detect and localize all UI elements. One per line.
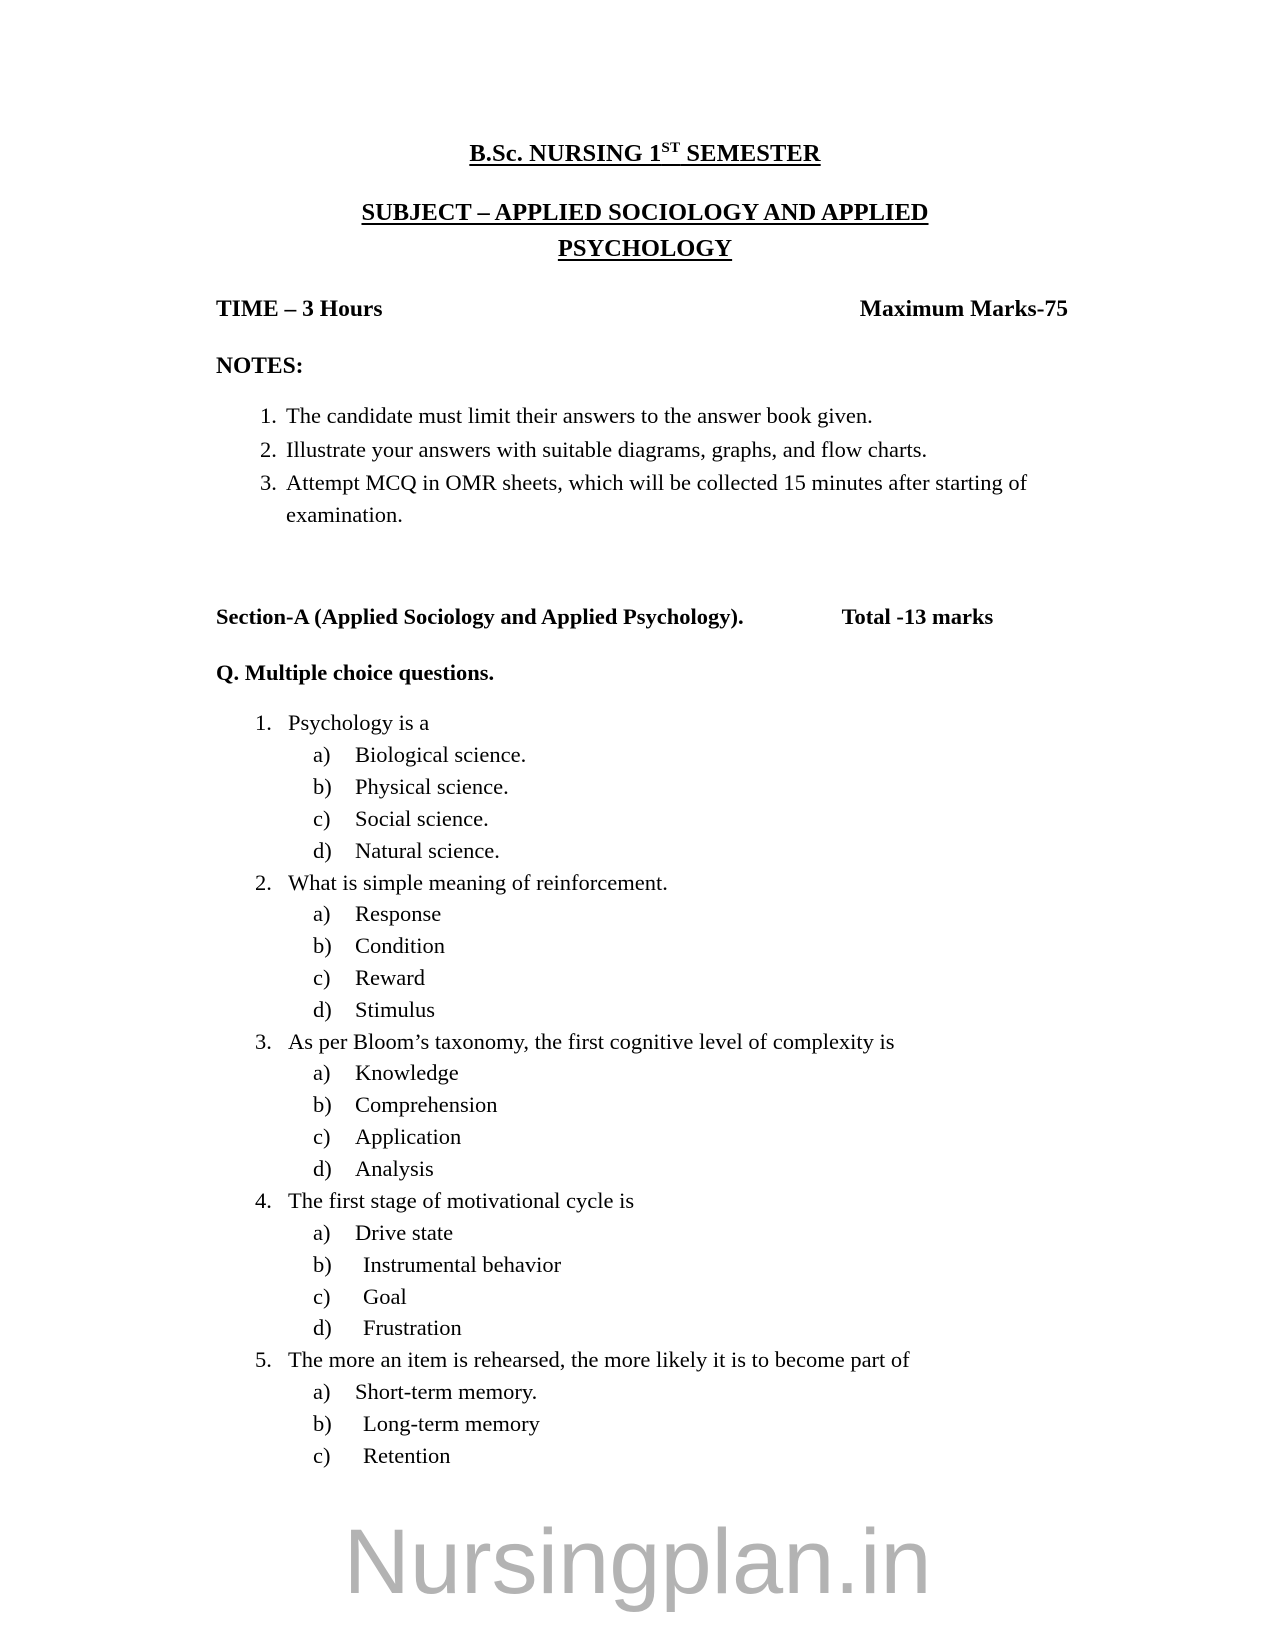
option-item	[288, 835, 1074, 867]
subject-line-1: SUBJECT – APPLIED SOCIOLOGY AND APPLIED	[361, 199, 929, 227]
option-text: Drive state	[355, 1219, 454, 1245]
question-item	[216, 1344, 1074, 1471]
option-text: Stimulus	[355, 996, 436, 1022]
option-list	[288, 739, 1074, 867]
option-marker: d)	[313, 837, 332, 863]
question-marker: 5.	[255, 1347, 272, 1373]
option-marker: b)	[313, 1251, 332, 1277]
option-text: Analysis	[355, 1156, 434, 1182]
option-marker: c)	[313, 805, 331, 831]
question-item	[216, 707, 1074, 866]
time-label: TIME – 3 Hours	[216, 296, 383, 323]
option-item	[288, 803, 1074, 835]
exam-meta-row	[216, 296, 1074, 323]
title-suffix: SEMESTER	[680, 140, 821, 167]
option-marker: a)	[313, 901, 331, 927]
question-marker: 1.	[255, 710, 272, 736]
question-text: What is simple meaning of reinforcement.	[288, 869, 668, 895]
option-text: Social science.	[355, 805, 489, 831]
list-item	[216, 400, 1074, 432]
option-marker: a)	[313, 1219, 331, 1245]
option-item	[288, 1408, 1074, 1440]
option-marker: a)	[313, 1378, 331, 1404]
option-text: Physical science.	[355, 773, 509, 799]
option-marker: a)	[313, 1060, 331, 1086]
option-marker: d)	[313, 1315, 332, 1341]
option-text: Knowledge	[355, 1060, 459, 1086]
option-item	[288, 962, 1074, 994]
list-marker: 2.	[260, 436, 277, 462]
option-text: Long-term memory	[363, 1410, 540, 1436]
question-text: As per Bloom’s taxonomy, the first cognitive level of complexity is	[288, 1028, 895, 1054]
option-item	[288, 1089, 1074, 1121]
subject-line-2: PSYCHOLOGY	[557, 234, 733, 262]
option-text: Goal	[363, 1283, 407, 1309]
section-label: Section-A (Applied Sociology and Applied Psychology).	[216, 604, 744, 630]
option-item	[288, 994, 1074, 1026]
list-text: The candidate must limit their answers to the answer book given.	[286, 403, 873, 429]
option-item	[288, 1281, 1074, 1313]
question-item	[216, 867, 1074, 1026]
question-marker: 3.	[255, 1028, 272, 1054]
option-item	[288, 1121, 1074, 1153]
notes-heading: NOTES:	[216, 353, 304, 380]
option-text: Instrumental behavior	[363, 1251, 562, 1277]
subject-title	[216, 195, 1074, 266]
question-text: Psychology is a	[288, 710, 430, 736]
page-title	[216, 138, 1074, 169]
option-item	[288, 1217, 1074, 1249]
mcq-heading: Q. Multiple choice questions.	[216, 660, 495, 686]
list-item	[216, 434, 1074, 466]
document-content	[216, 0, 1074, 1472]
option-text: Natural science.	[355, 837, 500, 863]
list-text: Attempt MCQ in OMR sheets, which will be collected 15 minutes after starting of examination.	[286, 470, 1028, 527]
section-a-heading	[216, 604, 1074, 630]
section-total-marks: Total -13 marks	[841, 604, 994, 630]
option-text: Biological science.	[355, 741, 527, 767]
question-marker: 2.	[255, 869, 272, 895]
notes-list	[216, 400, 1074, 530]
option-item	[288, 1153, 1074, 1185]
option-list	[288, 898, 1074, 1026]
option-item	[288, 1312, 1074, 1344]
option-list	[288, 1057, 1074, 1185]
option-list	[288, 1217, 1074, 1345]
option-item	[288, 1249, 1074, 1281]
option-marker: d)	[313, 1156, 332, 1182]
option-item	[288, 1057, 1074, 1089]
question-item	[216, 1185, 1074, 1344]
option-text: Retention	[363, 1442, 451, 1468]
option-item	[288, 898, 1074, 930]
option-marker: c)	[313, 1283, 331, 1309]
question-list	[216, 707, 1074, 1471]
maximum-marks-label: Maximum Marks-75	[859, 296, 1068, 323]
list-item	[216, 467, 1074, 530]
option-marker: b)	[313, 773, 332, 799]
option-text: Application	[355, 1124, 462, 1150]
list-text: Illustrate your answers with suitable diagrams, graphs, and flow charts.	[286, 436, 928, 462]
list-marker: 3.	[260, 470, 277, 496]
option-text: Frustration	[363, 1315, 462, 1341]
site-watermark: Nursingplan.in	[343, 1511, 932, 1613]
title-block	[216, 0, 1074, 266]
option-marker: c)	[313, 1442, 331, 1468]
option-marker: d)	[313, 996, 332, 1022]
question-marker: 4.	[255, 1188, 272, 1214]
option-item	[288, 1376, 1074, 1408]
option-text: Condition	[355, 933, 446, 959]
question-text: The first stage of motivational cycle is	[288, 1188, 635, 1214]
question-item	[216, 1026, 1074, 1185]
option-marker: b)	[313, 1092, 332, 1118]
option-marker: b)	[313, 1410, 332, 1436]
option-text: Short-term memory.	[355, 1378, 538, 1404]
title-prefix: B.Sc. NURSING 1	[469, 140, 662, 167]
option-text: Comprehension	[355, 1092, 498, 1118]
option-marker: b)	[313, 933, 332, 959]
question-text: The more an item is rehearsed, the more likely it is to become part of	[288, 1347, 910, 1373]
option-text: Reward	[355, 965, 425, 991]
option-text: Response	[355, 901, 442, 927]
option-item	[288, 930, 1074, 962]
option-marker: c)	[313, 965, 331, 991]
option-item	[288, 739, 1074, 771]
option-list	[288, 1376, 1074, 1472]
option-marker: a)	[313, 741, 331, 767]
option-item	[288, 771, 1074, 803]
option-marker: c)	[313, 1124, 331, 1150]
list-marker: 1.	[260, 403, 277, 429]
option-item	[288, 1440, 1074, 1472]
title-ordinal-superscript: ST	[661, 138, 681, 156]
